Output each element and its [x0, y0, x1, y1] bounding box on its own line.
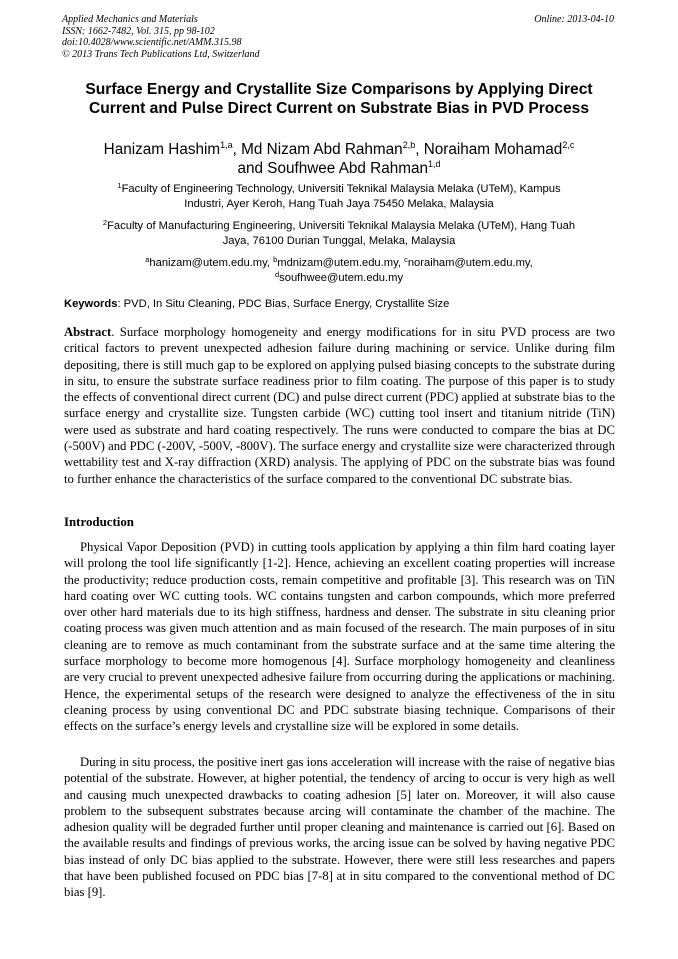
keywords	[64, 297, 616, 311]
email-address: hanizam@utem.edu.my,	[149, 257, 274, 269]
title-line-2: Current and Pulse Direct Current on Substrate Bias in PVD Process	[89, 100, 589, 117]
affiliation-text: Faculty of Manufacturing Engineering, Universiti Teknikal Malaysia Melaka (UTeM), Hang Tuah	[107, 220, 576, 232]
doi-line: doi:10.4028/www.scientific.net/AMM.315.98	[62, 37, 242, 48]
author-name: Hanizam Hashim	[103, 141, 221, 158]
author-line-1	[40, 140, 638, 159]
issn-line: ISSN: 1662-7482, Vol. 315, pp 98-102	[62, 25, 215, 37]
online-date-text: Online: 2013-04-10	[534, 14, 614, 25]
author-list	[40, 140, 638, 178]
copyright-line: © 2013 Trans Tech Publications Ltd, Switzerland	[62, 48, 260, 60]
email-line-2	[60, 271, 618, 286]
intro-paragraph-1: Physical Vapor Deposition (PVD) in cutting tools application by applying a thin film hard coating layer will prolong the tool life significantly [1-2]. Hence, achieving an excellent coating properties will increase the productivity; reduce production costs, remain competitive and profitable [3]. This research was on TiN hard coating over WC cutting tools. WC contains tungsten and carbon compounds, which more preferred over other hard materials due to its high stiffness, hardness and denser. The substrate in situ cleaning prior coating process was given much attention and as main focused of the research. The main purposes of in situ cleaning are to remove as much contaminant from the substrate surface and at the same time altering the surface morphology to become more homogenous [4]. Surface morphology homogeneity and cleanliness are very crucial to prevent unexpected adhesive failure from occurring during the applications or machining. Hence, the experimental setups of the research were designed to analyze the effectiveness of the in situ cleaning process by using conventional DC and PDC substrate biasing technique. Comparisons of their effects on the surface’s energy levels and crystalline size will be explored in some details.	[64, 540, 615, 734]
affiliation-text: Faculty of Engineering Technology, Universiti Teknikal Malaysia Melaka (UTeM), Kampus	[121, 183, 561, 195]
email-sup: b	[273, 255, 278, 264]
author-name: Noraiham Mohamad	[423, 141, 563, 158]
email-address: mdnizam@utem.edu.my,	[277, 257, 405, 269]
email-address: noraiham@utem.edu.my,	[407, 257, 533, 269]
title-line-1: Surface Energy and Crystallite Size Comparisons by Applying Direct	[85, 81, 593, 98]
journal-name: Applied Mechanics and Materials	[62, 14, 198, 25]
author-sup: 2,b	[402, 140, 416, 150]
section-heading-introduction: Introduction	[64, 515, 134, 529]
online-date	[534, 14, 614, 26]
email-line-1	[60, 256, 618, 271]
author-sep: ,	[415, 141, 424, 158]
email-sup: a	[145, 255, 150, 264]
keywords-text: : PVD, In Situ Cleaning, PDC Bias, Surface Energy, Crystallite Size	[117, 298, 450, 310]
author-name: and Soufhwee Abd Rahman	[237, 160, 428, 177]
affiliation-sup: 2	[102, 218, 108, 227]
affiliation-1	[60, 182, 618, 211]
affiliation-line	[60, 182, 618, 197]
keywords-label: Keywords	[64, 298, 118, 310]
author-sup: 1,a	[220, 140, 233, 150]
author-name: Md Nizam Abd Rahman	[241, 141, 403, 158]
email-sup: d	[274, 269, 280, 279]
affiliation-2	[60, 219, 618, 248]
paper-title	[50, 80, 628, 118]
email-address: soufhwee@utem.edu.my	[279, 271, 404, 284]
author-sup: 2,c	[562, 140, 575, 150]
affiliation-line	[60, 219, 618, 234]
abstract-label: Abstract	[64, 325, 112, 339]
email-list	[60, 256, 618, 285]
journal-header	[62, 14, 260, 60]
abstract	[64, 324, 615, 487]
affiliation-line: Jaya, 76100 Durian Tunggal, Melaka, Malaysia	[222, 234, 456, 247]
author-line-2	[40, 159, 638, 178]
affiliation-line: Industri, Ayer Keroh, Hang Tuah Jaya 75450 Melaka, Malaysia	[184, 197, 494, 210]
intro-paragraph-2: During in situ process, the positive inert gas ions acceleration will increase with the raise of negative bias potential of the substrate. However, at higher potential, the tendency of arcing to occur is very high as well and causing much unexpected drawbacks to coating adhesion [5] later on. Moreover, it will also cause problem to the subsequent substrates because arcing will contaminate the chamber of the machine. The adhesion quality will be degraded further until proper cleaning and maintenance is carried out [6]. Based on the available results and findings of previous works, the arcing issue can be solved by having negative PDC bias instead of only DC bias applied to the substrate. However, there were still less researches and papers that have been published focused on PDC bias [7-8] at in situ compared to the conventional method of DC bias [9].	[64, 755, 615, 900]
author-sup: 1,d	[428, 159, 441, 169]
abstract-text: . Surface morphology homogeneity and energy modifications for in situ PVD process are two critical factors to prevent unexpected adhesion failure during machining or service. Unlike during film depositing, there is still much gap to be explored on applying pulsed biasing concepts to the substrate during in situ, to ensure the substrate surface readiness prior to film coating. The purpose of this paper is to study the effects of conventional direct current (DC) and pulse direct current (PDC) applied at substrate bias to the surface energy and crystallite size. Tungsten carbide (WC) cutting tool insert and titanium nitride (TiN) were used as substrate and hard coating respectively. The runs were conducted to compare the bias at DC (-500V) and PDC (-200V, -500V, -800V). The surface energy and crystallite size were characterized through wettability test and X-ray diffraction (XRD) analysis. The applying of PDC on the substrate bias was found to further enhance the characteristics of the surface compared to the conventional DC substrate bias.	[64, 325, 615, 486]
affiliation-sup: 1	[117, 181, 122, 190]
author-sep: ,	[232, 141, 242, 158]
email-sup: c	[404, 255, 408, 264]
